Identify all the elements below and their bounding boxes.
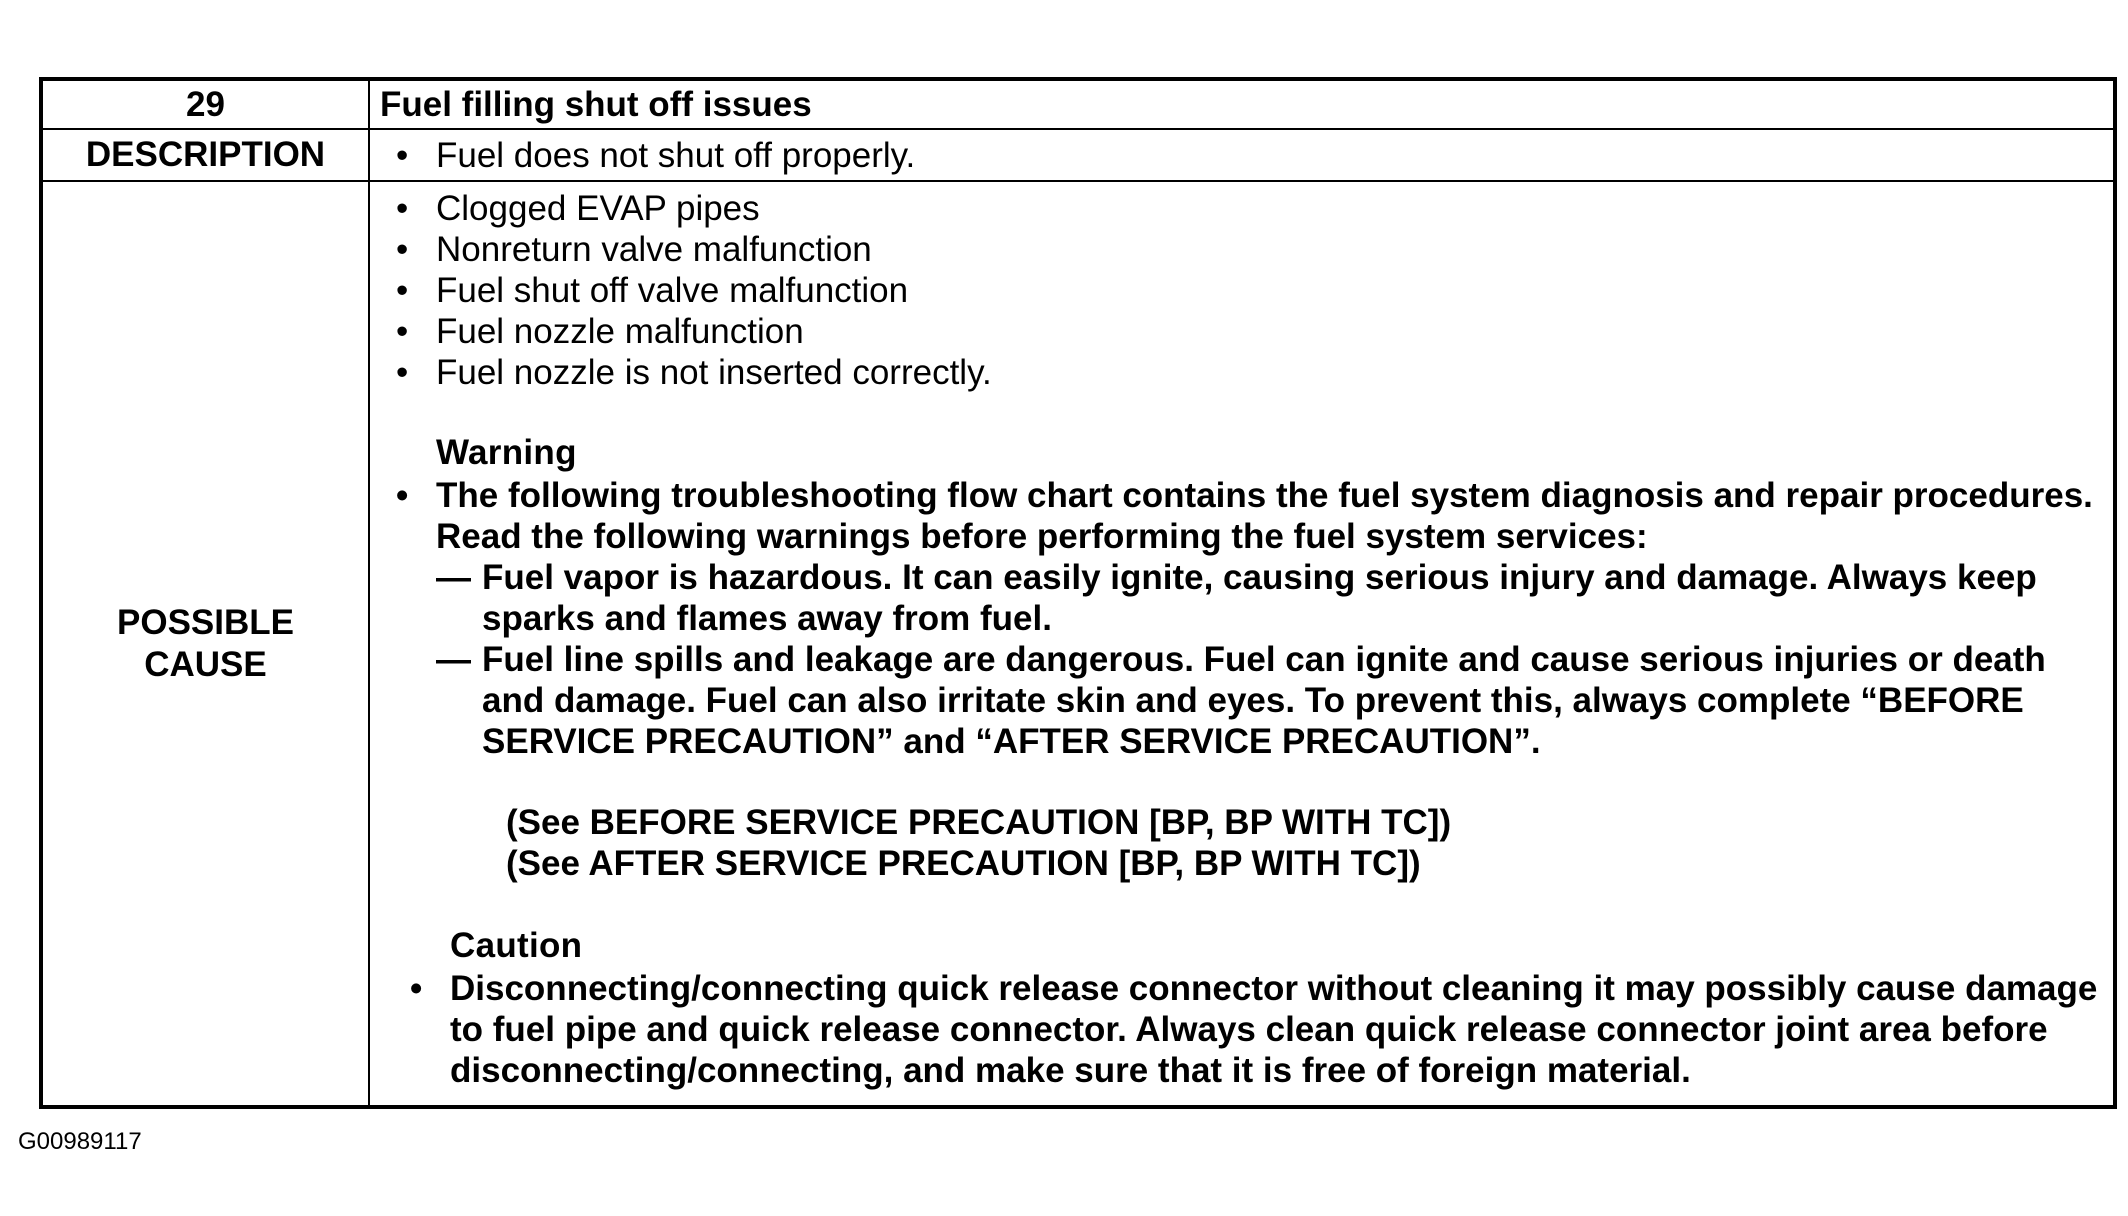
warning-dash-item: — Fuel line spills and leakage are dangerous. Fuel can ignite and cause serious injuries or death and damage. Fuel can also irritate skin and eyes. To prevent this, always complete “BEFORE SERVICE PRECAUTION” and “AFTER SERVICE PRECAUTION”. [436, 639, 2099, 762]
cause-item: • Fuel shut off valve malfunction [392, 270, 2099, 311]
reference-block [506, 802, 2099, 884]
warning-list [392, 475, 2099, 762]
caution-title: Caution [450, 926, 583, 965]
warning-block [436, 431, 2099, 884]
possible-cause-label [41, 181, 369, 1107]
cause-list [392, 188, 2099, 393]
warning-dash-list [436, 557, 2099, 762]
description-row [41, 129, 2115, 181]
caution-block [406, 924, 2099, 1091]
caution-list [406, 968, 2099, 1091]
figure-id: G00989117 [18, 1128, 142, 1155]
warning-dash-item: — Fuel vapor is hazardous. It can easily ignite, causing serious injury and damage. Always keep sparks and flames away from fuel. [436, 557, 2099, 639]
cause-item: • Fuel nozzle malfunction [392, 311, 2099, 352]
reference-link[interactable]: (See BEFORE SERVICE PRECAUTION [BP, BP WITH TC]) [506, 803, 1452, 842]
possible-cause-cell [369, 181, 2115, 1107]
description-list [392, 135, 2113, 176]
item-title: Fuel filling shut off issues [369, 79, 2115, 129]
diagnostic-table [39, 77, 2117, 1109]
caution-item: • Disconnecting/connecting quick release connector without cleaning it may possibly cause damage to fuel pipe and quick release connector. Always clean quick release connector joint area before disconnecting/connecting, and make sure that it is free of foreign material. [406, 968, 2099, 1091]
possible-cause-label-line1: POSSIBLE [117, 602, 294, 642]
header-row [41, 79, 2115, 129]
warning-title: Warning [436, 433, 577, 472]
description-cell [369, 129, 2115, 181]
reference-link[interactable]: (See AFTER SERVICE PRECAUTION [BP, BP WITH TC]) [506, 844, 1421, 883]
cause-item: • Fuel nozzle is not inserted correctly. [392, 352, 2099, 393]
warning-text: The following troubleshooting flow chart contains the fuel system diagnosis and repair procedures. Read the following warnings before performing the fuel system services: [436, 476, 2093, 556]
cause-item: • Clogged EVAP pipes [392, 188, 2099, 229]
possible-cause-label-line2: CAUSE [144, 644, 267, 684]
possible-cause-row [41, 181, 2115, 1107]
cause-item: • Nonreturn valve malfunction [392, 229, 2099, 270]
item-number: 29 [41, 79, 369, 129]
description-item: • Fuel does not shut off properly. [392, 135, 2113, 176]
description-label: DESCRIPTION [41, 129, 369, 181]
warning-item [392, 475, 2099, 762]
